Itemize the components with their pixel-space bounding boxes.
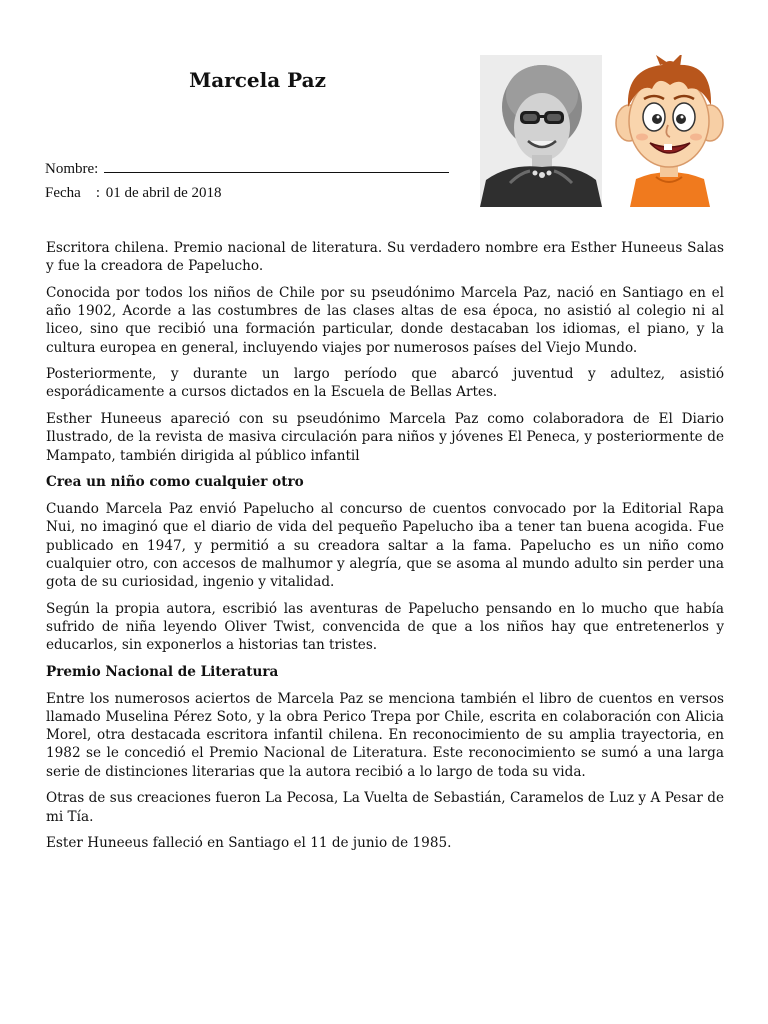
fecha-separator: : — [95, 185, 100, 201]
nombre-field — [45, 158, 449, 178]
section-heading-papelucho: Crea un niño como cualquier otro — [46, 474, 304, 491]
page-title: Marcela Paz — [189, 68, 326, 92]
paragraph-premio: Entre los numerosos aciertos de Marcela Paz se menciona también el libro de cuentos en versos llamado Muselina Pérez Soto, y la obra Perico Trepa por Chile, escrita en colaboración con Alicia Morel, otra destacada escritora infantil chilena. En reconocimiento de su amplia trayectoria, en 1982 se le concedió el Premio Nacional de Literatura. Este reconocimiento se sumó a una larga serie de distinciones literarias que la autora recibió a lo largo de toda su vida. — [46, 690, 724, 780]
paragraph-other-works: Otras de sus creaciones fueron La Pecosa, La Vuelta de Sebastián, Caramelos de Luz y A Pesar de mi Tía. — [46, 790, 724, 825]
nombre-label: Nombre: — [45, 161, 99, 177]
portrait-photo — [480, 55, 602, 207]
paragraph-collaborations: Esther Huneeus apareció con su pseudónimo Marcela Paz como colaboradora de El Diario Ilustrado, de la revista de masiva circulación para niños y jóvenes El Peneca, y posteriormente de Mampato, también dirigida al público infantil — [46, 411, 724, 464]
paragraph-oliver-twist: Según la propia autora, escribió las aventuras de Papelucho pensando en lo mucho que había sufrido de niña leyendo Oliver Twist, convencida de que a los niños hay que entretenerlos y educarlos, sin exponerlos a historias tan tristes. — [46, 600, 724, 654]
fecha-label: Fecha — [45, 185, 81, 201]
paragraph-papelucho: Cuando Marcela Paz envió Papelucho al concurso de cuentos convocado por la Editorial Rapa Nui, no imaginó que el diario de vida del pequeño Papelucho iba a tener tan buena acogida. Fue publicado en 1947, y permitió a su creadora saltar a la fama. Papelucho es un niño como cualquier otro, con accesos de malhumor y alegría, que se asoma al mundo adulto sin perder una gota de su curiosidad, ingenio y vitalidad. — [46, 501, 724, 591]
paragraph-bellas-artes: Posteriormente, y durante un largo período que abarcó juventud y adultez, asistió esporádicamente a cursos dictados en la Escuela de Bellas Artes. — [46, 366, 724, 401]
nombre-blank-line — [104, 158, 449, 173]
cartoon-boy-illustration — [612, 55, 727, 207]
paragraph-early-life: Conocida por todos los niños de Chile por su pseudónimo Marcela Paz, nació en Santiago en el año 1902, Acorde a las costumbres de las clases altas de esa época, no asistió al colegio ni al liceo, sino que recibió una formación particular, donde destacaban los idiomas, el piano, y la cultura europea en general, incluyendo viajes por numerosos países del Viejo Mundo. — [46, 284, 724, 356]
paragraph-death: Ester Huneeus falleció en Santiago el 11 de junio de 1985. — [46, 835, 452, 852]
article-body — [46, 239, 724, 861]
fecha-value: 01 de abril de 2018 — [105, 185, 222, 201]
fecha-field — [45, 185, 222, 202]
paragraph-intro: Escritora chilena. Premio nacional de literatura. Su verdadero nombre era Esther Huneeus Salas y fue la creadora de Papelucho. — [46, 240, 724, 275]
section-heading-premio: Premio Nacional de Literatura — [46, 663, 279, 680]
